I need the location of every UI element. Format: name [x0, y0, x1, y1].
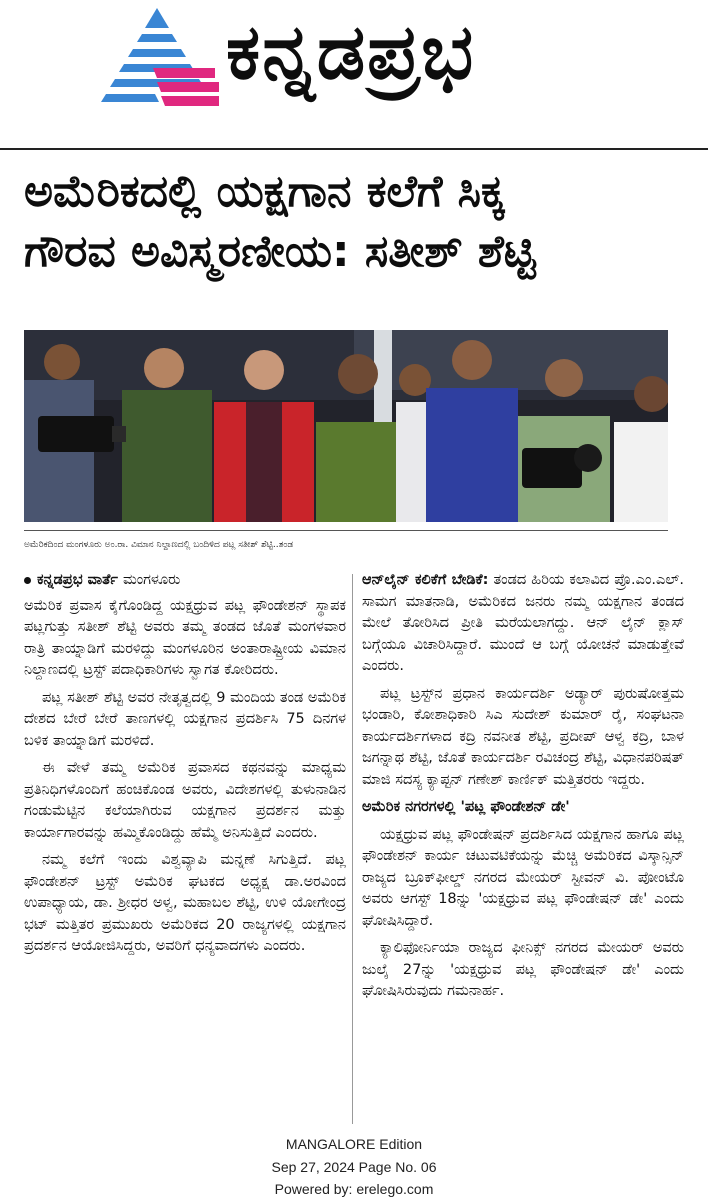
column-divider [352, 574, 353, 1124]
paragraph: ಕ್ಯಾಲಿಫೋರ್ನಿಯಾ ರಾಜ್ಯದ ಫೀನಿಕ್ಸ್ ನಗರದ ಮೇಯರ್ ಅವರು ಜುಲೈ 27ನ್ನು 'ಯಕ್ಷಧ್ರುವ ಪಟ್ಲ ಫೌಂಡೇಷನ್ ಡೇ' ಎಂದು ಘೋಷಿಸಿರುವುದು ಗಮನಾರ್ಹ. [362, 940, 684, 999]
dateline-place: ಮಂಗಳೂರು [122, 572, 181, 588]
dateline [24, 570, 346, 592]
paragraph: ನಮ್ಮ ಕಲೆಗೆ ಇಂದು ವಿಶ್ವವ್ಯಾಪಿ ಮನ್ನಣೆ ಸಿಗುತ್ತಿದೆ. ಪಟ್ಲ ಫೌಂಡೇಶನ್ ಟ್ರಸ್ಟ್ ಅಮೆರಿಕ ಘಟಕದ ಅಧ್ಯಕ್ಷ ಡಾ.ಅರವಿಂದ ಉಪಾಧ್ಯಾಯ, ಡಾ. ಶ್ರೀಧರ ಅಳ್ವ, ಮಹಾಬಲ ಶೆಟ್ಟಿ, ಉಳಿ ಯೋಗೇಂದ್ರ ಭಟ್ ಮತ್ತಿತರ ಪ್ರಮುಖರು ಅಮೆರಿಕದ 20 ರಾಜ್ಯಗಳಲ್ಲಿ ಯಕ್ಷಗಾನ ಪ್ರದರ್ಶನ ಆಯೋಜಿಸಿದ್ದರು, ಅವರಿಗೆ ಧನ್ಯವಾದಗಳು ಎಂದರು. [24, 852, 346, 954]
paragraph: ಪಟ್ಲ ಟ್ರಸ್ಟ್‌ನ ಪ್ರಧಾನ ಕಾರ್ಯದರ್ಶಿ ಅಡ್ಯಾರ್ ಪುರುಷೋತ್ತಮ ಭಂಡಾರಿ, ಕೋಶಾಧಿಕಾರಿ ಸಿಎ ಸುದೇಶ್ ಕುಮಾರ್ ರೈ, ಸಂಘಟನಾ ಕಾರ್ಯದರ್ಶಿಗಳಾದ ಕದ್ರಿ ನವನೀತ ಶೆಟ್ಟಿ, ಪ್ರದೀಪ್ ಆಳ್ವ ಕದ್ರಿ, ಬಾಳ ಜಗನ್ನಾಥ ಶೆಟ್ಟಿ, ಜೊತೆ ಕಾರ್ಯದರ್ಶಿ ರವಿಚಂದ್ರ ಶೆಟ್ಟಿ, ವಿಧಾನಪರಿಷತ್ ಮಾಜಿ ಸದಸ್ಯ ಕ್ಯಾಪ್ಟನ್ ಗಣೇಶ್ ಕಾರ್ಣಿಕ್ ಮತ್ತಿತರರು ಇದ್ದರು. [362, 685, 684, 788]
bullet-icon [24, 577, 31, 584]
headline-line-2: ಗೌರವ ಅವಿಸ್ಮರಣೀಯ: ಸತೀಶ್ ಶೆಟ್ಟಿ [24, 226, 536, 277]
article-headline [24, 162, 684, 282]
photo-caption: ಅಮೆರಿಕದಿಂದ ಮಂಗಳೂರು ಅಂ.ರಾ. ವಿಮಾನ ನಿಲ್ದಾಣದಲ್ಲಿ ಬಂದಿಳಿದ ಪಟ್ಲ ಸತೀಶ್ ಶೆಟ್ಟಿ..ತಂಡ [24, 540, 294, 550]
masthead-divider [0, 148, 708, 150]
article-column-left [24, 570, 346, 964]
group-photo-image [24, 330, 668, 522]
kannadaprabha-logo-icon [95, 6, 220, 112]
headline-line-1: ಅಮೆರಿಕದಲ್ಲಿ ಯಕ್ಷಗಾನ ಕಲೆಗೆ ಸಿಕ್ಕ [24, 166, 506, 217]
paragraph-body: ತಂಡದ ಹಿರಿಯ ಕಲಾವಿದ ಪ್ರೊ.ಎಂ.ಎಲ್. ಸಾಮಗ ಮಾತನಾಡಿ, ಅಮೆರಿಕದ ಜನರು ನಮ್ಮ ಯಕ್ಷಗಾನ ತಂಡದ ಮೇಲೆ ತೋರಿಸಿದ ಪ್ರೀತಿ ಮರೆಯಲಾಗದ್ದು. ಆನ್ ಲೈನ್ ಕ್ಲಾಸ್ ಬಗ್ಗೆಯೂ ವಿಚಾರಿಸಿದ್ದಾರೆ. ಮುಂದೆ ಆ ಬಗ್ಗೆ ಯೋಚನೆ ಮಾಡುತ್ತೇವೆ ಎಂದರು. [362, 572, 684, 674]
dateline-source: ಕನ್ನಡಪ್ರಭ ವಾರ್ತೆ [37, 572, 118, 588]
article-photo [24, 330, 668, 522]
caption-divider [24, 530, 668, 531]
article-column-right [362, 570, 684, 1009]
footer-powered-by: Powered by: erelego.com [274, 1181, 434, 1197]
footer-edition: MANGALORE Edition [285, 1136, 423, 1152]
paragraph: ಪಟ್ಲ ಸತೀಶ್ ಶೆಟ್ಟಿ ಅವರ ನೇತೃತ್ವದಲ್ಲಿ 9 ಮಂದಿಯ ತಂಡ ಅಮೆರಿಕ ದೇಶದ ಬೇರೆ ಬೇರೆ ತಾಣಗಳಲ್ಲಿ ಯಕ್ಷಗಾನ ಪ್ರದರ್ಶಿಸಿ 75 ದಿನಗಳ ಬಳಿಕ ತಾಯ್ನಾಡಿಗೆ ಮರಳಿದೆ. [24, 689, 346, 749]
subheading-inline: ಆನ್‌ಲೈನ್ ಕಲಿಕೆಗೆ ಬೇಡಿಕೆ: [362, 572, 489, 588]
paragraph [362, 570, 684, 678]
masthead [0, 0, 708, 150]
paragraph: ಈ ವೇಳೆ ತಮ್ಮ ಅಮೆರಿಕ ಪ್ರವಾಸದ ಕಥನವನ್ನು ಮಾಧ್ಯಮ ಪ್ರತಿನಿಧಿಗಳೊಂದಿಗೆ ಹಂಚಿಕೊಂಡ ಅವರು, ವಿದೇಶಗಳಲ್ಲಿ ತುಳುನಾಡಿನ ಗಂಡುಮೆಟ್ಟಿನ ಕಲೆಯಾಗಿರುವ ಯಕ್ಷಗಾನ ಪ್ರದರ್ಶನ ಮತ್ತು ಕಾರ್ಯಾಗಾರವನ್ನು ಹಮ್ಮಿಕೊಂಡಿದ್ದು ಹೆಮ್ಮೆ ಅನಿಸುತ್ತಿದೆ ಎಂದರು. [24, 760, 346, 841]
footer-date: Sep 27, 2024 Page No. 06 [271, 1159, 437, 1175]
masthead-title: ಕನ್ನಡಪ್ರಭ [226, 7, 476, 96]
paragraph: ಯಕ್ಷಧ್ರುವ ಪಟ್ಲ ಫೌಂಡೇಷನ್ ಪ್ರದರ್ಶಿಸಿದ ಯಕ್ಷಗಾನ ಹಾಗೂ ಪಟ್ಲ ಫೌಂಡೇಶನ್ ಕಾರ್ಯ ಚಟುವಟಿಕೆಯನ್ನು ಮೆಚ್ಚಿ ಅಮೆರಿಕದ ವಿಸ್ಕಾನ್ಸಿನ್ ರಾಜ್ಯದ ಬ್ರೂಕ್‌ಫೀಲ್ಡ್ ನಗರದ ಮೇಯರ್ ಸ್ಟೀವನ್ ವಿ. ಪೋಂಟೊ ಅವರು ಆಗಸ್ಟ್ 18ನ್ನು 'ಯಕ್ಷಧ್ರುವ ಪಟ್ಲ ಫೌಂಡೇಷನ್ ಡೇ' ಎಂದು ಘೋಷಿಸಿದ್ದಾರೆ. [362, 826, 684, 929]
paragraph: ಅಮೆರಿಕ ಪ್ರವಾಸ ಕೈಗೊಂಡಿದ್ದ ಯಕ್ಷಧ್ರುವ ಪಟ್ಲ ಫೌಂಡೇಶನ್ ಸ್ಥಾಪಕ ಪಟ್ಲಗುತ್ತು ಸತೀಶ್ ಶೆಟ್ಟಿ ಅವರು ತಮ್ಮ ತಂಡದ ಜೊತೆ ಮಂಗಳವಾರ ರಾತ್ರಿ ತಾಯ್ನಾಡಿಗೆ ಮರಳಿದ್ದು ಮಂಗಳೂರಿನ ಅಂತಾರಾಷ್ಟ್ರೀಯ ವಿಮಾನ ನಿಲ್ದಾಣದಲ್ಲಿ ಟ್ರಸ್ಟ್ ಪದಾಧಿಕಾರಿಗಳು ಸ್ವಾಗತ ಕೋರಿದರು. [24, 597, 346, 678]
subheading: ಅಮೆರಿಕ ನಗರಗಳಲ್ಲಿ 'ಪಟ್ಲ ಫೌಂಡೇಶನ್ ಡೇ' [362, 799, 570, 815]
